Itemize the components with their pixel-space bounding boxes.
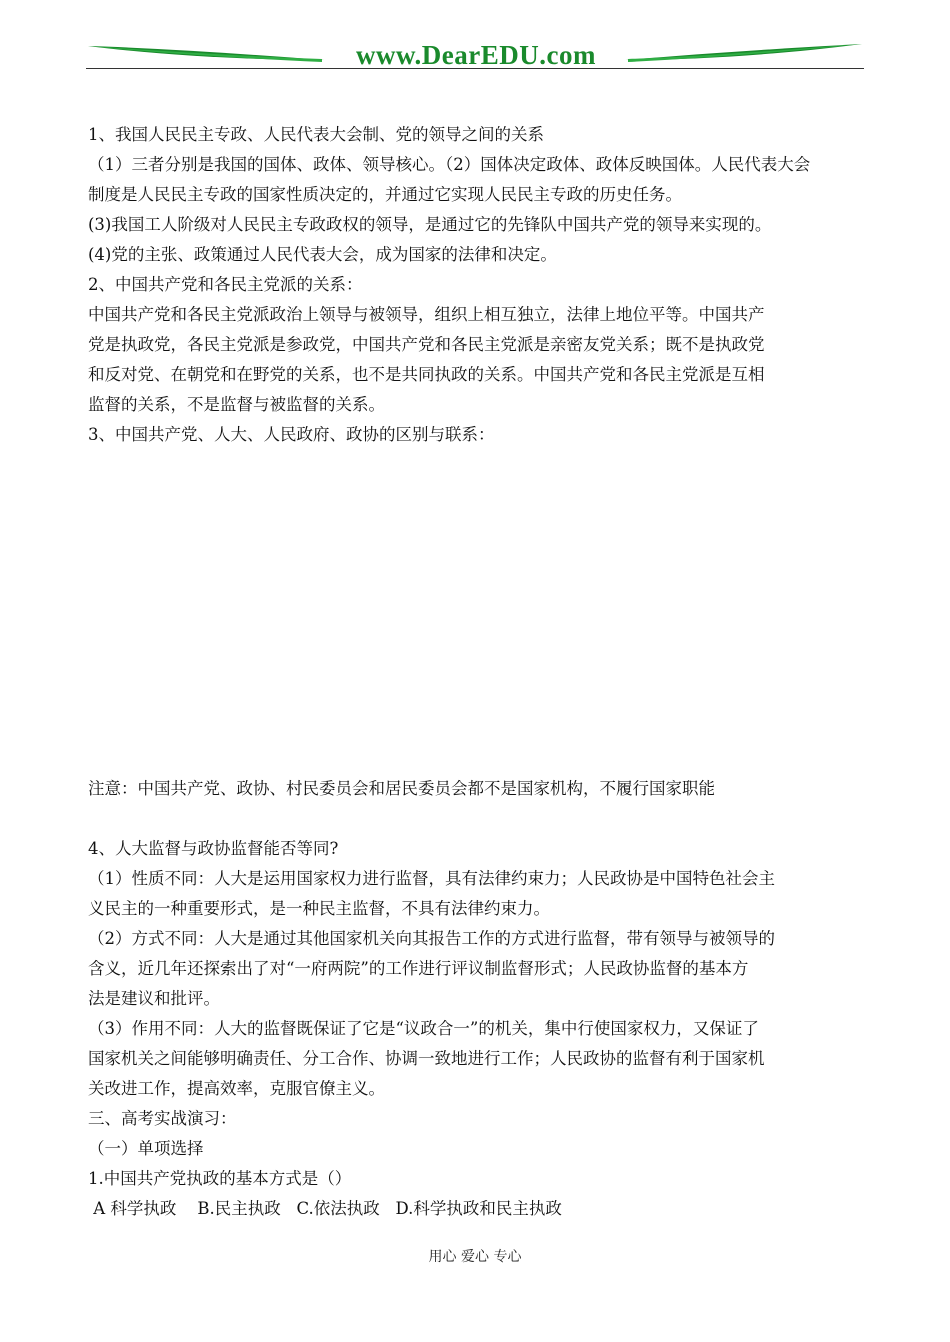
part-3-heading: 三、高考实战演习：: [88, 1109, 237, 1128]
section-1-para-1-line-2: 制度是人民民主专政的国家性质决定的，并通过它实现人民民主专政的历史任务。: [88, 185, 682, 204]
page-footer: 用心 爱心 专心: [428, 1249, 522, 1265]
note-line: 注意：中国共产党、政协、村民委员会和居民委员会都不是国家机构，不履行国家职能: [88, 779, 715, 798]
section-1-para-1-line-1: （1）三者分别是我国的国体、政体、领导核心。（2）国体决定政体、政体反映国体。人民代表大会: [88, 155, 811, 174]
section-4-item-1-line-2: 义民主的一种重要形式，是一种民主监督，不具有法律约束力。: [88, 899, 550, 918]
question-1: 1.中国共产党执政的基本方式是（）: [88, 1169, 352, 1188]
section-2-para-line-2: 党是执政党，各民主党派是参政党，中国共产党和各民主党派是亲密友党关系；既不是执政党: [88, 335, 765, 354]
section-4-item-3-line-1: （3）作用不同：人大的监督既保证了它是“议政合一”的机关，集中行使国家权力，又保证了: [88, 1019, 759, 1038]
section-2-para-line-3: 和反对党、在朝党和在野党的关系，也不是共同执政的关系。中国共产党和各民主党派是互相: [88, 365, 765, 384]
section-4-item-2-line-1: （2）方式不同：人大是通过其他国家机关向其报告工作的方式进行监督，带有领导与被领导的: [88, 929, 775, 948]
header-rule: [86, 68, 864, 69]
section-3-heading: 3、中国共产党、人大、人民政府、政协的区别与联系：: [88, 425, 495, 444]
section-4-item-3-line-3: 关改进工作，提高效率，克服官僚主义。: [88, 1079, 385, 1098]
question-1-options: A 科学执政 B.民主执政 C.依法执政 D.科学执政和民主执政: [88, 1199, 562, 1218]
subsection-heading: （一）单项选择: [88, 1139, 204, 1158]
section-1-para-2: (3)我国工人阶级对人民民主专政政权的领导，是通过它的先锋队中国共产党的领导来实现的。: [88, 215, 772, 234]
left-swoosh-tail: [88, 46, 322, 62]
section-4-heading: 4、人大监督与政协监督能否等同?: [88, 839, 339, 858]
section-2-para-line-4: 监督的关系，不是监督与被监督的关系。: [88, 395, 385, 414]
section-4-item-3-line-2: 国家机关之间能够明确责任、分工合作、协调一致地进行工作；人民政协的监督有利于国家机: [88, 1049, 765, 1068]
section-4-item-1-line-1: （1）性质不同：人大是运用国家权力进行监督，具有法律约束力；人民政协是中国特色社会主: [88, 869, 775, 888]
section-1-para-3: (4)党的主张、政策通过人民代表大会，成为国家的法律和决定。: [88, 245, 557, 264]
section-4-item-2-line-3: 法是建议和批评。: [88, 989, 220, 1008]
section-2-para-line-1: 中国共产党和各民主党派政治上领导与被领导，组织上相互独立，法律上地位平等。中国共产: [88, 305, 765, 324]
site-brand-logo: www.DearEDU.com: [356, 40, 596, 70]
section-1-heading: 1、我国人民民主专政、人民代表大会制、党的领导之间的关系: [88, 125, 544, 144]
section-4-item-2-line-2: 含义，近几年还探索出了对“一府两院”的工作进行评议制监督形式；人民政协监督的基本方: [88, 959, 749, 978]
section-2-heading: 2、中国共产党和各民主党派的关系：: [88, 275, 363, 294]
site-header: [86, 38, 864, 72]
